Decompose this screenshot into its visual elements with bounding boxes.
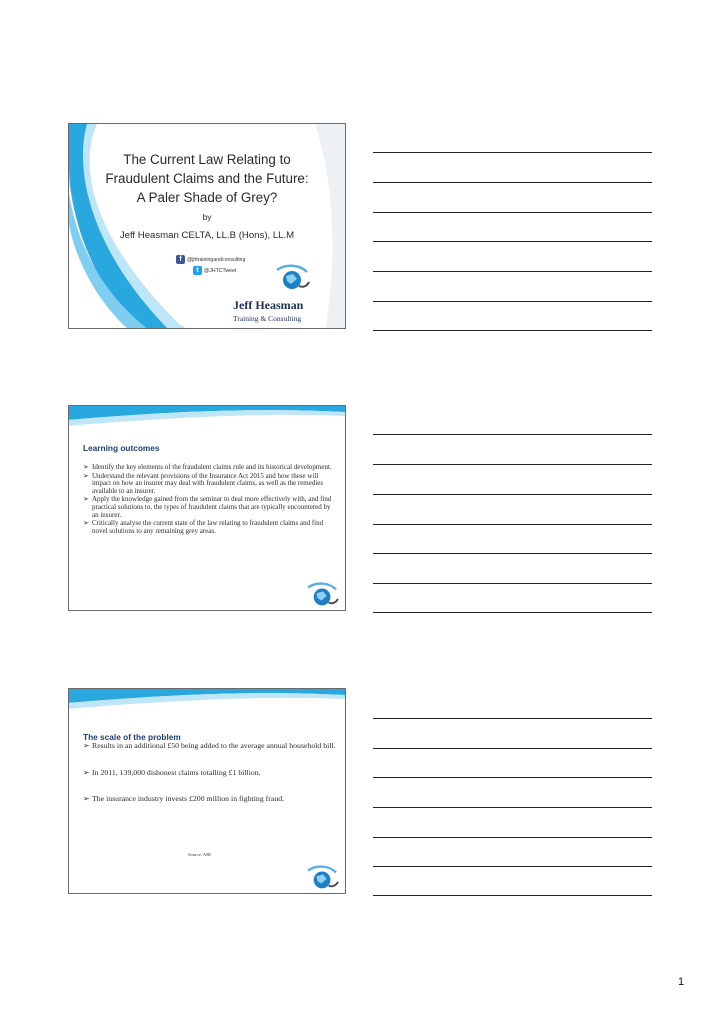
note-line bbox=[373, 301, 652, 302]
note-line bbox=[373, 330, 652, 331]
by-text: by bbox=[202, 212, 212, 222]
note-line bbox=[373, 777, 652, 778]
bullet-arrow-icon: ➢ bbox=[83, 463, 89, 471]
note-line bbox=[373, 612, 652, 613]
list-item: ➢ The insurance industry invests £200 million in fighting fraud. bbox=[83, 794, 285, 804]
page-number: 1 bbox=[678, 976, 685, 988]
facebook-row bbox=[176, 255, 245, 264]
twitter-row bbox=[193, 266, 236, 275]
note-line bbox=[373, 583, 652, 584]
note-line bbox=[373, 212, 652, 213]
slide-heading: The scale of the problem bbox=[83, 732, 181, 742]
bullet-arrow-icon: ➢ bbox=[83, 741, 90, 750]
note-line bbox=[373, 434, 652, 435]
note-line bbox=[373, 271, 652, 272]
list-item: ➢ Results in an additional £50 being added to the average annual household bill. bbox=[83, 741, 336, 750]
note-line bbox=[373, 553, 652, 554]
note-line bbox=[373, 807, 652, 808]
globe-logo-icon bbox=[303, 582, 343, 610]
title-line: A Paler Shade of Grey? bbox=[136, 190, 278, 205]
note-line bbox=[373, 718, 652, 719]
bullet-arrow-icon: ➢ bbox=[83, 471, 89, 480]
note-line bbox=[373, 748, 652, 749]
bullet-list bbox=[83, 741, 343, 805]
note-line bbox=[373, 895, 652, 896]
note-line bbox=[373, 182, 652, 183]
list-item: ➢ Understand the relevant provisions of the Insurance Act 2015 and how these will impact on how an insurer may deal with fraudulent claims, as well as the remedies available to an insurer. bbox=[83, 471, 324, 495]
note-line bbox=[373, 494, 652, 495]
bullet-arrow-icon: ➢ bbox=[83, 519, 89, 528]
bullet-arrow-icon: ➢ bbox=[83, 767, 90, 777]
slide-heading: Learning outcomes bbox=[83, 443, 160, 453]
bullet-arrow-icon: ➢ bbox=[83, 794, 90, 804]
source-note: Source: ABI bbox=[188, 852, 211, 857]
header-swirl-decoration bbox=[68, 689, 345, 719]
facebook-icon: f bbox=[176, 255, 185, 264]
note-line bbox=[373, 524, 652, 525]
brand-name: Jeff Heasman bbox=[233, 298, 304, 312]
list-item: ➢ Apply the knowledge gained from the seminar to deal more effectively with, and find practical solutions to, the types of fraudulent claims that are typically encountered by an insurer. bbox=[83, 495, 332, 519]
bullet-list bbox=[83, 464, 335, 536]
author-text: Jeff Heasman CELTA, LL.B (Hons), LL.M bbox=[119, 230, 295, 241]
globe-logo-icon bbox=[303, 865, 343, 893]
note-line bbox=[373, 241, 652, 242]
note-line bbox=[373, 837, 652, 838]
list-item: ➢ Critically analyse the current state of the law relating to fraudulent claims and find novel solutions to any remaining grey areas. bbox=[83, 519, 324, 535]
bullet-arrow-icon: ➢ bbox=[83, 495, 89, 504]
twitter-icon: t bbox=[193, 266, 202, 275]
facebook-handle: @jhtrainingandconsulting bbox=[187, 256, 246, 263]
header-swirl-decoration bbox=[68, 406, 345, 436]
slide-learning-outcomes bbox=[68, 405, 346, 611]
title-line: The Current Law Relating to bbox=[123, 152, 291, 167]
title-line: Fraudulent Claims and the Future: bbox=[105, 171, 309, 186]
list-item: ➢ In 2011, 139,000 dishonest claims totalling £1 billion. bbox=[83, 767, 261, 777]
twitter-handle: @JHTCTweet bbox=[204, 267, 237, 274]
note-line bbox=[373, 464, 652, 465]
note-line bbox=[373, 152, 652, 153]
note-line bbox=[373, 866, 652, 867]
list-item: ➢ Identify the key elements of the fraudulent claims rule and its historical development. bbox=[83, 463, 332, 471]
slide-title-text bbox=[69, 150, 345, 207]
slide-title bbox=[68, 123, 346, 329]
slide-scale-of-problem bbox=[68, 688, 346, 894]
globe-logo-icon bbox=[273, 264, 313, 294]
brand-tagline: Training & Consulting bbox=[233, 314, 302, 323]
